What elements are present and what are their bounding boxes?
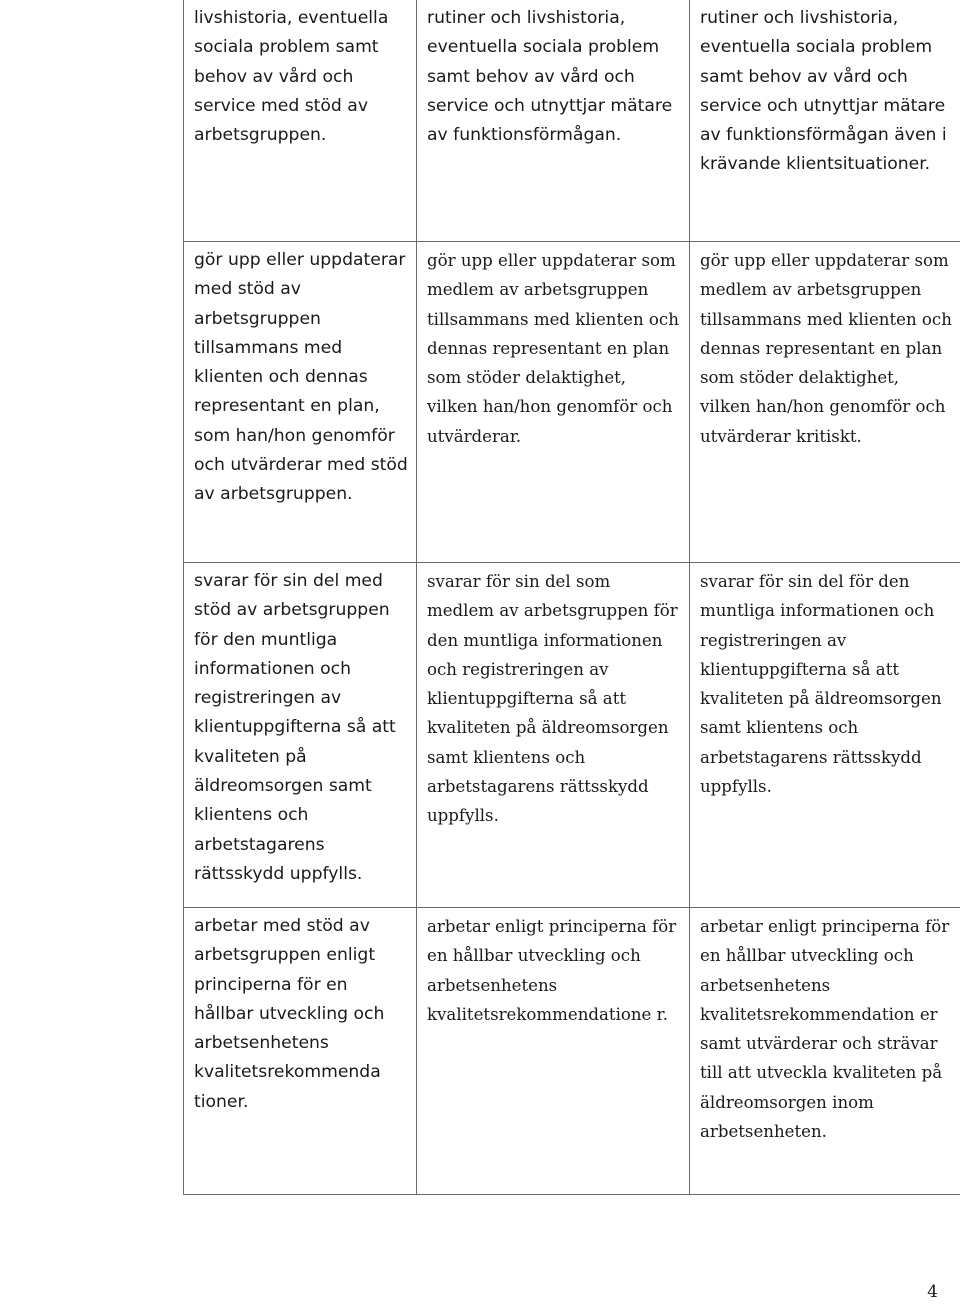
table-cell-excellent [690,563,960,908]
cell-text: gör upp eller uppdaterar med stöd av arbetsgruppen tillsammans med klienten och dennas representant en plan, som han/hon genomför och utvärderar med stöd av arbetsgruppen. [194,250,408,505]
cell-text: gör upp eller uppdaterar som medlem av arbetsgruppen tillsammans med klienten och dennas representant en plan som stöder delaktighet, vilken han/hon genomför och utvärderar. [427,251,679,446]
cell-text: arbetar med stöd av arbetsgruppen enligt principerna för en hållbar utveckling och arbetsenhetens kvalitetsrekommenda tioner. [194,916,385,1112]
table-cell-good [417,242,690,563]
table-row [184,0,960,242]
table-row [184,242,960,563]
cell-text: gör upp eller uppdaterar som medlem av arbetsgruppen tillsammans med klienten och dennas representant en plan som stöder delaktighet, vilken han/hon genomför och utvärderar kritiskt. [700,251,952,446]
assessment-criteria-table [183,0,960,1195]
cell-text: rutiner och livshistoria, eventuella sociala problem samt behov av vård och service och utnyttjar mätare av funktionsförmågan. [427,8,673,146]
table-cell-good [417,908,690,1195]
table-cell-satisfactory [184,0,417,242]
cell-text: rutiner och livshistoria, eventuella sociala problem samt behov av vård och service och utnyttjar mätare av funktionsförmågan även i krävande klientsituationer. [700,8,947,175]
page-number: 4 [927,1282,938,1302]
table-cell-good [417,0,690,242]
table-cell-good [417,563,690,908]
cell-text: arbetar enligt principerna för en hållbar utveckling och arbetsenhetens kvalitetsrekommendation er samt utvärderar och strävar till att utveckla kvaliteten på äldreomsorgen inom arbetsenheten. [700,917,950,1142]
cell-text: arbetar enligt principerna för en hållbar utveckling och arbetsenhetens kvalitetsrekommendatione r. [427,917,677,1024]
table-cell-satisfactory [184,563,417,908]
cell-text: livshistoria, eventuella sociala problem samt behov av vård och service med stöd av arbetsgruppen. [194,8,389,146]
cell-text: svarar för sin del som medlem av arbetsgruppen för den muntliga informationen och registreringen av klientuppgifterna så att kvaliteten på äldreomsorgen samt klientens och arbetstagarens rättsskydd uppfylls. [427,572,678,826]
table-cell-satisfactory [184,908,417,1195]
table-cell-excellent [690,0,960,242]
table-cell-excellent [690,908,960,1195]
table-cell-excellent [690,242,960,563]
table-row [184,908,960,1195]
table-row [184,563,960,908]
cell-text: svarar för sin del med stöd av arbetsgruppen för den muntliga informationen och registreringen av klientuppgifterna så att kvaliteten på äldreomsorgen samt klientens och arbetstagarens rättsskydd uppfylls. [194,571,396,884]
cell-text: svarar för sin del för den muntliga informationen och registreringen av klientuppgifterna så att kvaliteten på äldreomsorgen samt klientens och arbetstagarens rättsskydd uppfylls. [700,572,942,797]
table-cell-satisfactory [184,242,417,563]
